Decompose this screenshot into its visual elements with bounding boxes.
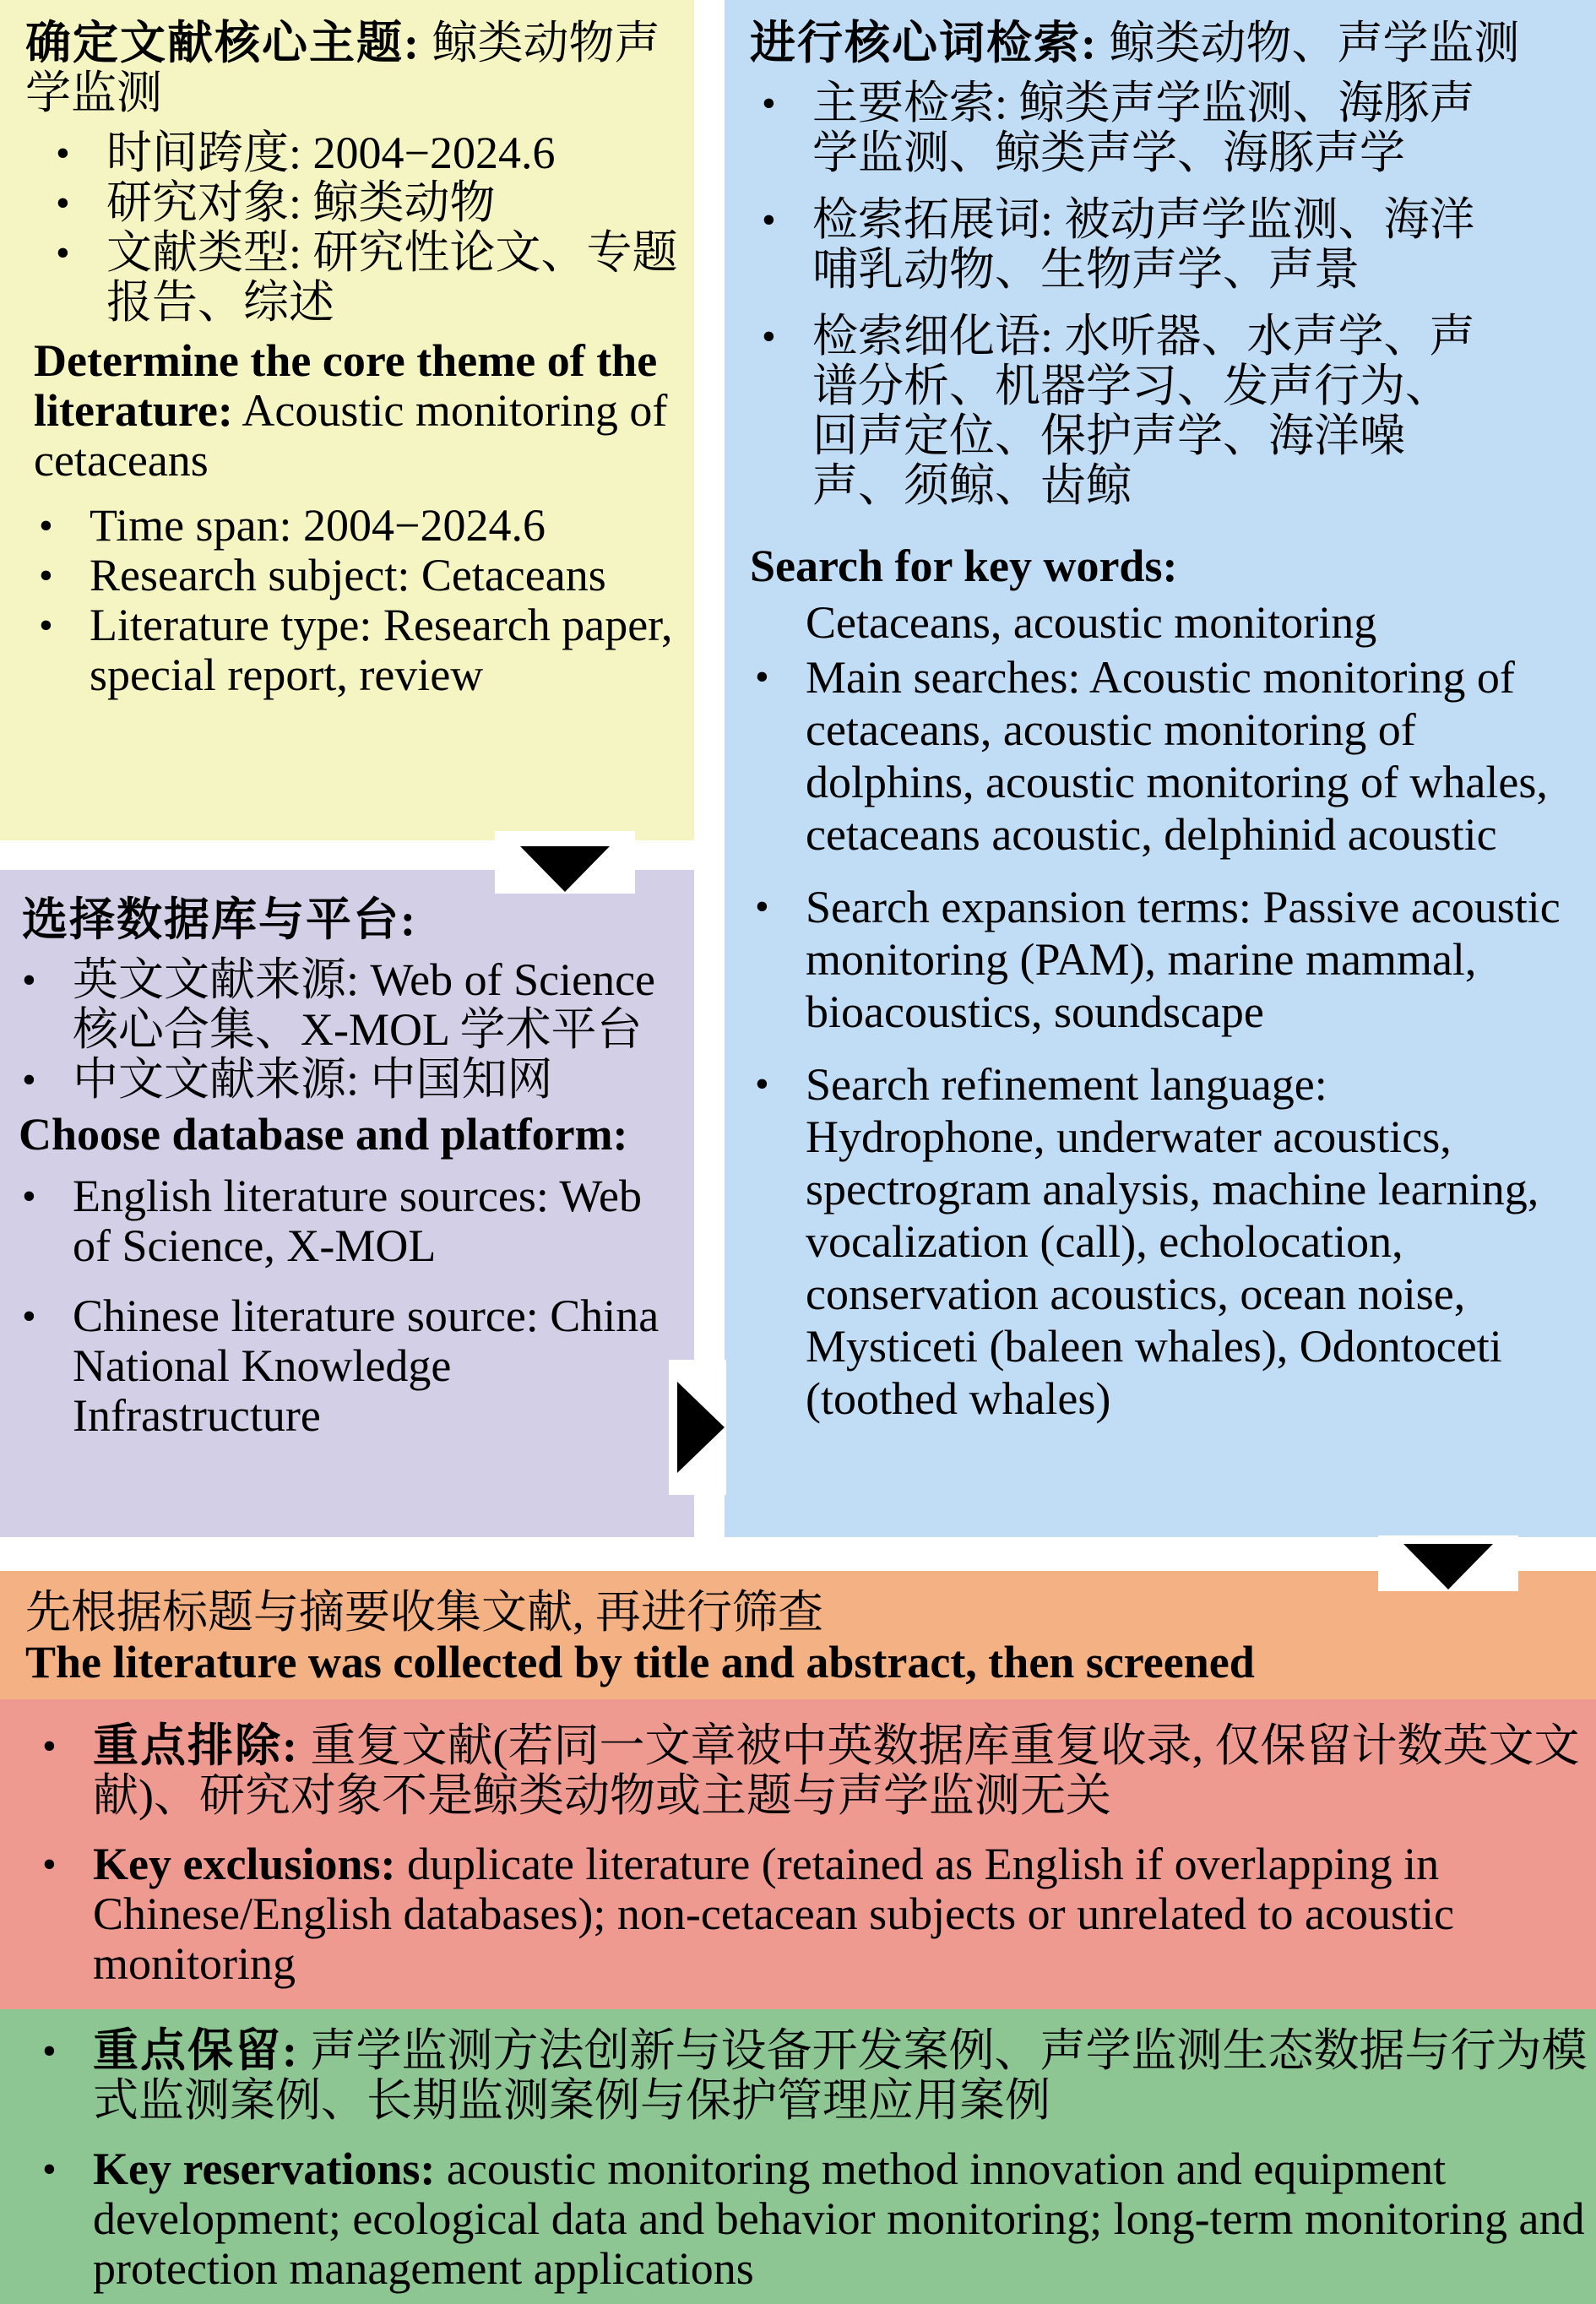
list-item: • 时间跨度: 2004−2024.6: [106, 128, 681, 178]
keyword-zh-list: [812, 79, 1488, 511]
database-en-list: [73, 1171, 681, 1441]
core-theme-zh-list: [106, 128, 681, 328]
exclusions-box: [0, 1699, 1596, 2009]
list-item: • 检索细化语: 水听器、水声学、声谱分析、机器学习、发声行为、回声定位、保护声学、海洋噪声、须鲸、齿鲸: [812, 312, 1488, 511]
keyword-en-list: [806, 651, 1566, 1425]
list-item: • 英文文献来源: Web of Science 核心合集、X-MOL 学术平台: [73, 955, 681, 1055]
collection-zh-title: 先根据标题与摘要收集文献, 再进行筛查: [25, 1587, 823, 1638]
list-item: • 文献类型: 研究性论文、专题报告、综述: [106, 228, 681, 328]
keyword-search-box: [725, 0, 1596, 1537]
arrow-right-icon: [669, 1360, 726, 1495]
list-item: • Chinese literature source: China National Knowledge Infrastructure: [73, 1291, 681, 1441]
list-item: • Literature type: Research paper, special report, review: [90, 600, 681, 700]
exclusions-list: [93, 1721, 1588, 1989]
core-theme-zh-title: 确定文献核心主题: 鲸类动物声学监测: [25, 18, 660, 118]
list-item: • English literature sources: Web of Science, X-MOL: [73, 1171, 681, 1271]
arrow-down-icon: [495, 831, 635, 894]
list-item: • 主要检索: 鲸类声学监测、海豚声学监测、鲸类声学、海豚声学: [812, 79, 1488, 178]
keyword-en-subtitle: Cetaceans, acoustic monitoring: [806, 597, 1377, 648]
list-item: • Search refinement language: Hydrophone, underwater acoustics, spectrogram analysis, machine learning, vocalization (call), echolocation, conservation acoustics, ocean noise, Mysticeti (baleen whales), Odontoceti (toothed whales): [806, 1058, 1566, 1425]
core-theme-box: [0, 0, 694, 840]
core-theme-en-list: [90, 501, 681, 700]
reservations-list: [93, 2026, 1588, 2294]
collection-step-box: [0, 1571, 1596, 1699]
arrow-down-icon: [1378, 1535, 1518, 1591]
reservations-box: [0, 2009, 1596, 2304]
database-platform-box: [0, 870, 694, 1537]
list-item: • Main searches: Acoustic monitoring of cetaceans, acoustic monitoring of dolphins, acoustic monitoring of whales, cetaceans acoustic, delphinid acoustic: [806, 651, 1566, 861]
list-item: • 重点排除: 重复文献(若同一文章被中英数据库重复收录, 仅保留计数英文文献)、研究对象不是鲸类动物或主题与声学监测无关: [93, 1721, 1588, 1821]
keyword-en-title: Search for key words:: [750, 541, 1178, 591]
list-item: • Search expansion terms: Passive acoustic monitoring (PAM), marine mammal, bioacoustics, soundscape: [806, 881, 1566, 1038]
collection-en-title: The literature was collected by title and abstract, then screened: [25, 1637, 1255, 1687]
core-theme-en-title: Determine the core theme of the literature: Acoustic monitoring of cetaceans: [34, 335, 668, 486]
keyword-zh-title: 进行核心词检索: 鲸类动物、声学监测: [750, 18, 1520, 68]
database-zh-title: 选择数据库与平台:: [22, 894, 417, 945]
database-zh-list: [73, 955, 681, 1105]
list-item: • 检索拓展词: 被动声学监测、海洋哺乳动物、生物声学、声景: [812, 195, 1488, 295]
list-item: • Key exclusions: duplicate literature (retained as English if overlapping in Chinese/English databases); non-cetacean subjects or unrelated to acoustic monitoring: [93, 1839, 1588, 1989]
list-item: • Research subject: Cetaceans: [90, 551, 681, 600]
database-en-title: Choose database and platform:: [19, 1109, 628, 1160]
list-item: • 中文文献来源: 中国知网: [73, 1055, 681, 1105]
list-item: • 研究对象: 鲸类动物: [106, 178, 681, 228]
list-item: • 重点保留: 声学监测方法创新与设备开发案例、声学监测生态数据与行为模式监测案例、长期监测案例与保护管理应用案例: [93, 2026, 1588, 2126]
list-item: • Time span: 2004−2024.6: [90, 501, 681, 551]
list-item: • Key reservations: acoustic monitoring method innovation and equipment development; ecological data and behavior monitoring; long-term monitoring and protection management applications: [93, 2144, 1588, 2294]
